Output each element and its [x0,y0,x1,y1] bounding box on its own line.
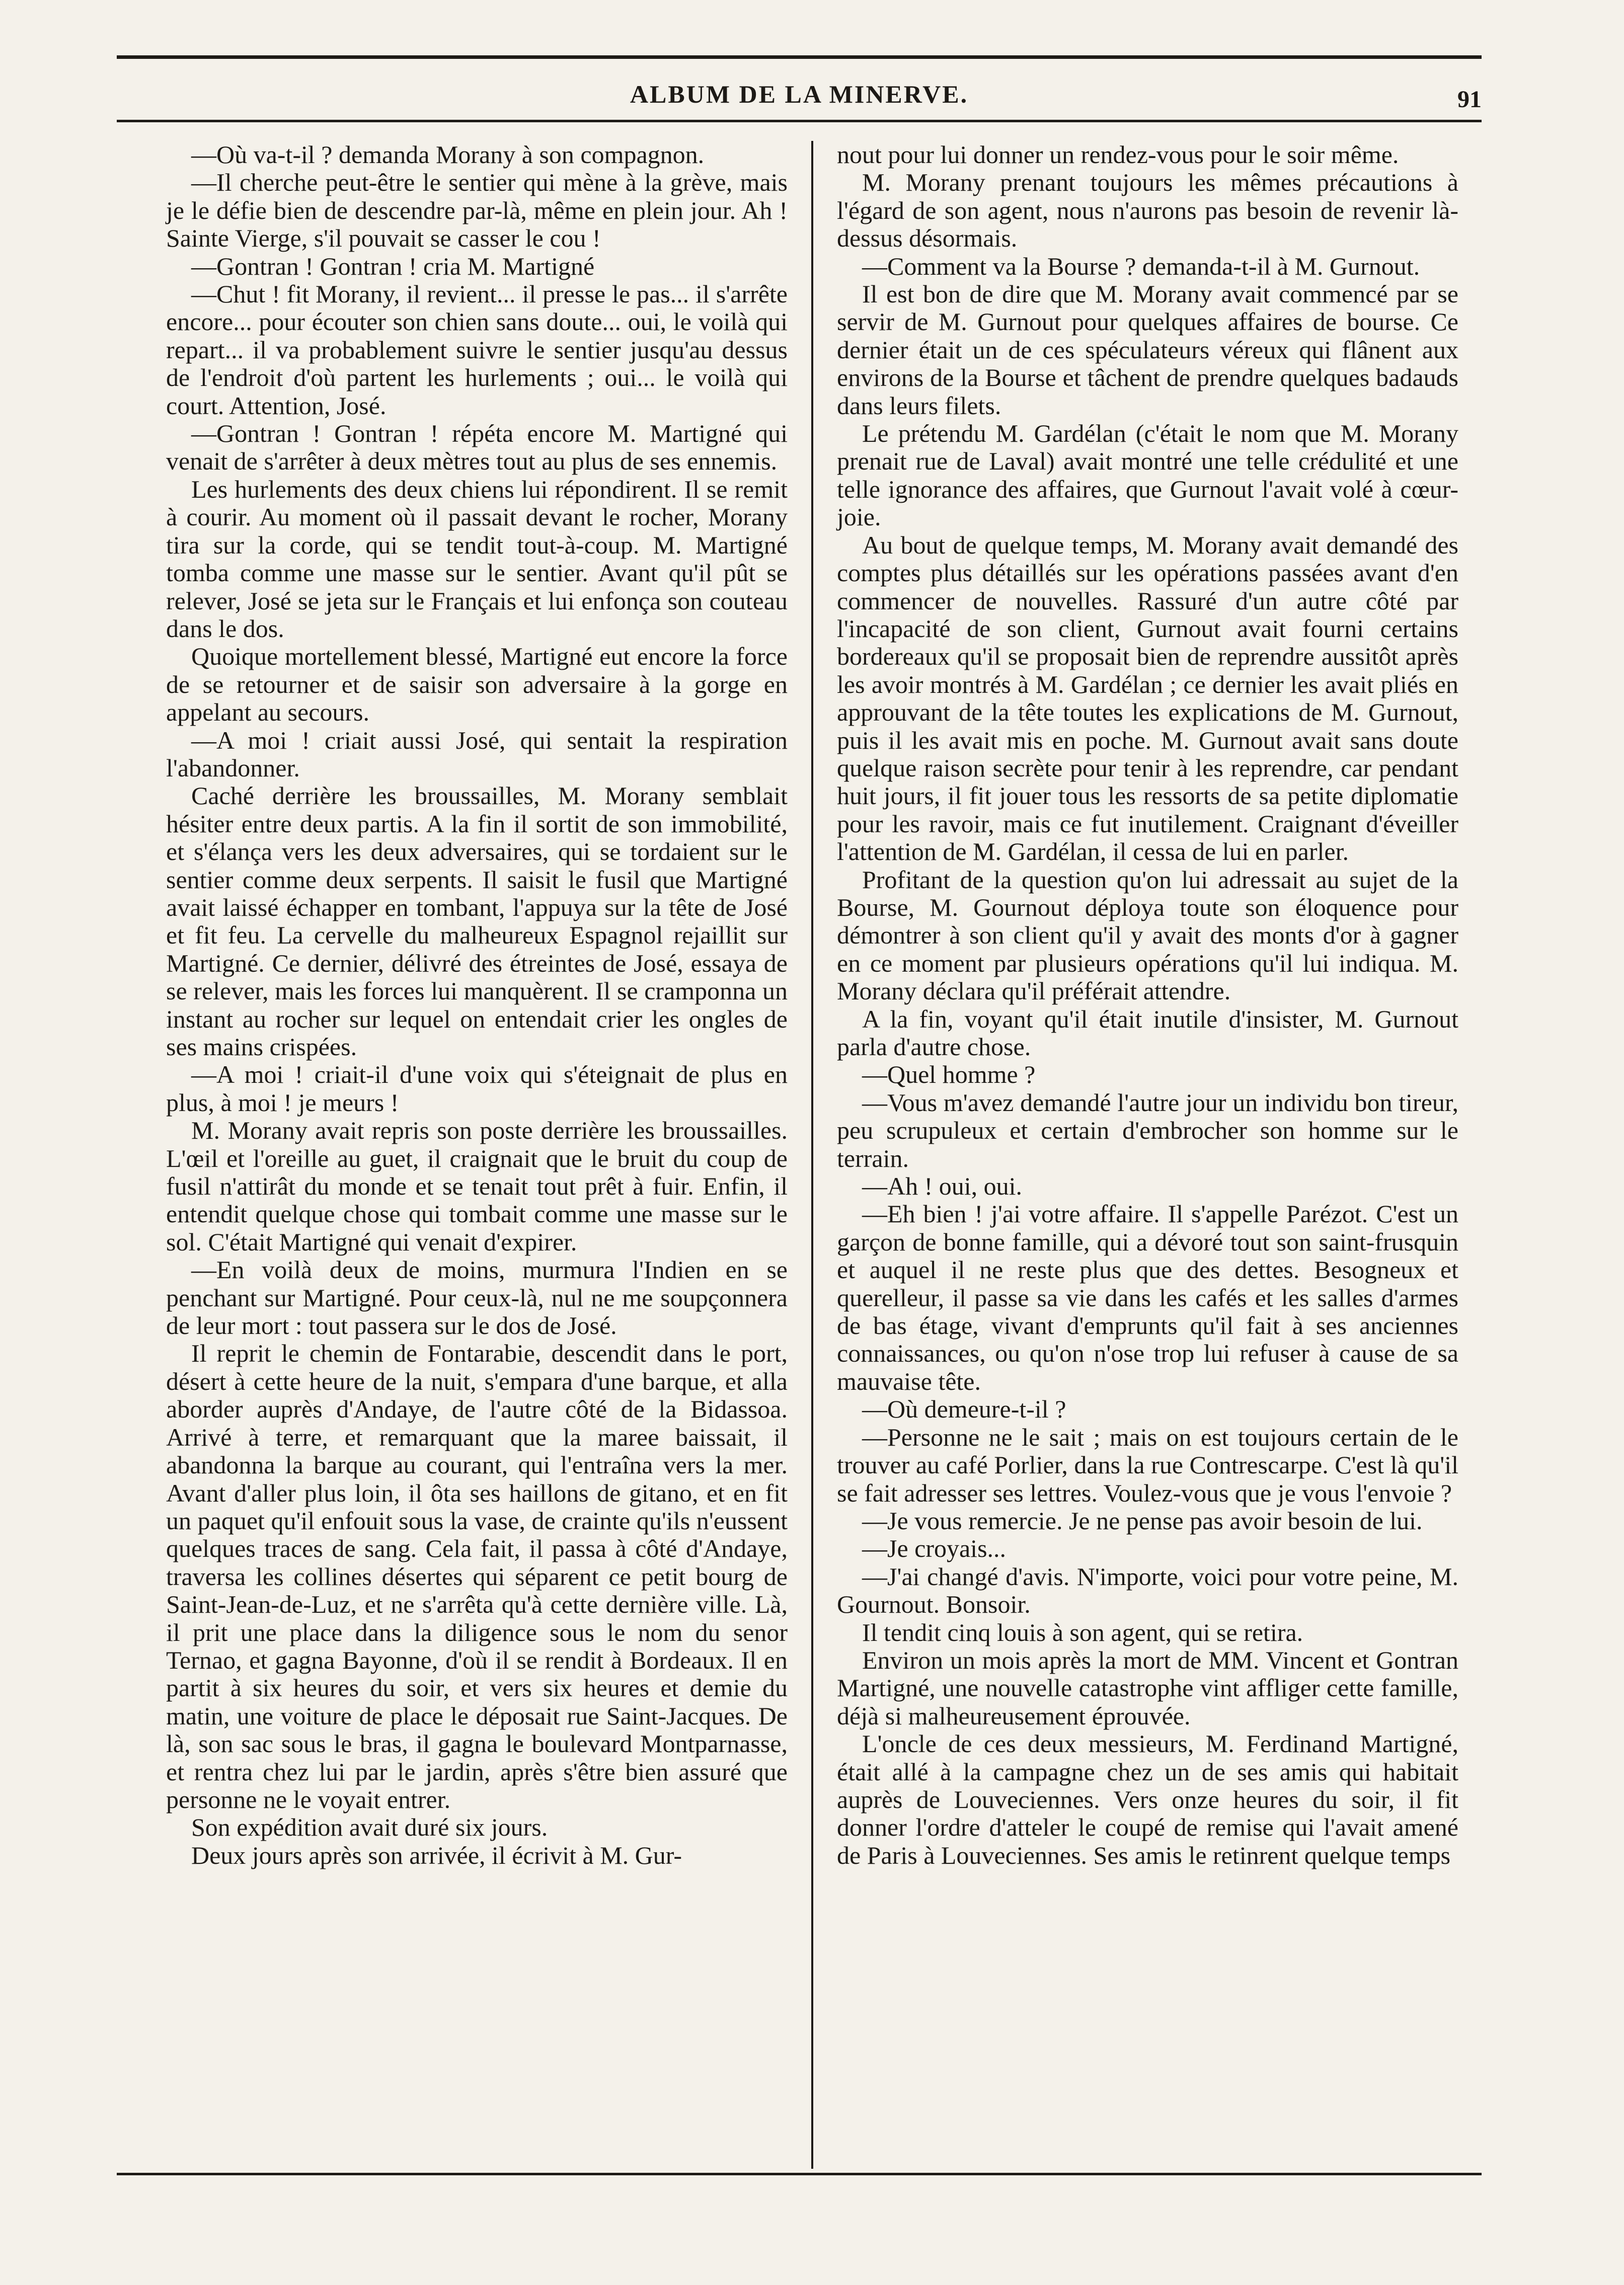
left-column [166,141,788,1869]
header-rule [117,120,1482,122]
paragraph: Au bout de quelque temps, M. Morany avait demandé des comptes plus détaillés sur les opérations passées avant d'en commencer de nouvelles. Rassuré d'un autre côté par l'incapacité de son client, Gurnout avait fourni certains bordereaux qu'il se proposait bien de reprendre aussitôt après les avoir montrés à M. Gardélan ; ce dernier les avait pliés en approuvant de la tête toutes les explications de M. Gurnout, puis il les avait mis en poche. M. Gurnout avait sans doute quelque raison secrète pour tenir à les reprendre, car pendant huit jours, il fit jouer tous les ressorts de sa petite diplomatie pour les ravoir, mais ce fut inutilement. Craignant d'éveiller l'attention de M. Gardélan, il cessa de lui en parler. [837,530,1458,866]
paragraph: M. Morany prenant toujours les mêmes précautions à l'égard de son agent, nous n'aurons pas besoin de revenir là-dessus désormais. [837,168,1458,253]
paragraph: Quoique mortellement blessé, Martigné eut encore la force de se retourner et de saisir son adversaire à la gorge en appelant au secours. [166,642,788,727]
paragraph: Deux jours après son arrivée, il écrivit à M. Gur- [191,1841,682,1869]
paragraph: Caché derrière les broussailles, M. Morany semblait hésiter entre deux partis. A la fin il sortit de son immobilité, et s'élança vers les deux adversaires, qui se tordaient sur le sentier comme deux serpents. Il saisit le fusil que Martigné avait laissé échapper en tombant, l'appuya sur la tête de José et fit feu. La cervelle du malheureux Espagnol rejaillit sur Martigné. Ce dernier, délivré des étreintes de José, essaya de se relever, mais les forces lui manquèrent. Il se cramponna un instant au rocher sur lequel on entendait crier les ongles de ses mains crispées. [166,781,788,1061]
paragraph: —Eh bien ! j'ai votre affaire. Il s'appelle Parézot. C'est un garçon de bonne famille, qui a dévoré tout son saint-frusquin et auquel il ne reste plus que des dettes. Besogneux et querelleur, il passe sa vie dans les cafés et les salles d'armes de bas étage, vivant d'emprunts qu'il fait à ses anciennes connaissances, ou qu'on n'ose trop lui refuser à cause de sa mauvaise tête. [837,1200,1458,1395]
paragraph: nout pour lui donner un rendez-vous pour le soir même. [837,140,1399,169]
paragraph: Environ un mois après la mort de MM. Vincent et Gontran Martigné, une nouvelle catastrophe vint affliger cette famille, déjà si malheureusement éprouvée. [837,1645,1458,1730]
paragraph: —Chut ! fit Morany, il revient... il presse le pas... il s'arrête encore... pour écouter son chien sans doute... oui, le voilà qui repart... il va probablement suivre le sentier jusqu'au dessus de l'endroit d'où partent les hurlements ; oui... le voilà qui court. Attention, José. [166,280,788,420]
running-title: ALBUM DE LA MINERVE. [630,80,969,108]
bottom-rule [117,2173,1482,2175]
paragraph: —Où demeure-t-il ? [862,1395,1066,1424]
paragraph: L'oncle de ces deux messieurs, M. Ferdinand Martigné, était allé à la campagne chez un de ses amis qui habitait auprès de Louveciennes. Vers onze heures du soir, il fit donner l'ordre d'atteler le coupé de remise qui l'avait amené de Paris à Louveciennes. Ses amis le retinrent quelque temps [837,1729,1458,1869]
paragraph: —Quel homme ? [862,1060,1036,1089]
paragraph: —A moi ! criait-il d'une voix qui s'éteignait de plus en plus, à moi ! je meurs ! [166,1060,788,1117]
column-divider [811,141,813,2169]
paragraph: —A moi ! criait aussi José, qui sentait la respiration l'abandonner. [166,726,788,782]
paragraph: M. Morany avait repris son poste derrière les broussailles. L'œil et l'oreille au guet, il craignait que le bruit du coup de fusil n'attirât du monde et se tenait tout prêt à fuir. Enfin, il entendit quelque chose qui tombait comme une masse sur le sol. C'était Martigné qui venait d'expirer. [166,1116,788,1256]
paragraph: —Je croyais... [862,1534,1007,1563]
paragraph: Profitant de la question qu'on lui adressait au sujet de la Bourse, M. Gournout déploya toute son éloquence pour démontrer à son client qu'il y avait des monts d'or à gagner en ce moment par plusieurs opérations qu'il lui indiqua. M. Morany déclara qu'il préférait attendre. [837,865,1458,1005]
paragraph: —Où va-t-il ? demanda Morany à son compagnon. [191,140,705,169]
paragraph: Les hurlements des deux chiens lui répondirent. Il se remit à courir. Au moment où il passait devant le rocher, Morany tira sur la corde, qui se tendit tout-à-coup. M. Martigné tomba comme une masse sur le sentier. Avant qu'il pût se relever, José se jeta sur le Français et lui enfonça son couteau dans le dos. [166,475,788,643]
paragraph: Son expédition avait duré six jours. [191,1813,548,1842]
paragraph: —Je vous remercie. Je ne pense pas avoir besoin de lui. [862,1506,1423,1535]
paragraph: —Gontran ! Gontran ! cria M. Martigné [191,252,595,280]
paragraph: —Vous m'avez demandé l'autre jour un individu bon tireur, peu scrupuleux et certain d'embrocher son homme sur le terrain. [837,1088,1458,1172]
paragraph: Il tendit cinq louis à son agent, qui se retira. [862,1618,1303,1646]
paragraph: —Il cherche peut-être le sentier qui mène à la grève, mais je le défie bien de descendre par-là, même en plein jour. Ah ! Sainte Vierge, s'il pouvait se casser le cou ! [166,168,788,253]
paragraph: Le prétendu M. Gardélan (c'était le nom que M. Morany prenait rue de Laval) avait montré une telle crédulité et une telle ignorance des affaires, que Gurnout l'avait volé à cœur-joie. [837,419,1458,531]
page-number: 91 [1457,86,1482,113]
paragraph: —Personne ne le sait ; mais on est toujours certain de le trouver au café Porlier, dans la rue Contrescarpe. C'est là qu'il se fait adresser ses lettres. Voulez-vous que je vous l'envoie ? [837,1423,1459,1507]
paragraph: —En voilà deux de moins, murmura l'Indien en se penchant sur Martigné. Pour ceux-là, nul ne me soupçonnera de leur mort : tout passera sur le dos de José. [166,1255,788,1340]
page-header [117,75,1482,121]
paragraph: Il reprit le chemin de Fontarabie, descendit dans le port, désert à cette heure de la nuit, s'empara d'une barque, et alla aborder auprès d'Andaye, de l'autre côté de la Bidassoa. Arrivé à terre, et remarquant que la maree baissait, il abandonna la barque au courant, qui l'entraîna vers la mer. Avant d'aller plus loin, il ôta ses haillons de gitano, et en fit un paquet qu'il enfouit sous la vase, de crainte qu'ils n'eussent quelques traces de sang. Cela fait, il passa à côté d'Andaye, traversa les collines désertes qui séparent ce petit bourg de Saint-Jean-de-Luz, et ne s'arrêta qu'à cette dernière ville. Là, il prit une place dans la diligence sous le nom du senor Ternao, et gagna Bayonne, d'où il se rendit à Bordeaux. Il en partit à six heures du soir, et vers six heures et demie du matin, une voiture de place le déposait rue Saint-Jacques. De là, son sac sous le bras, il gagna le boulevard Montparnasse, et rentra chez lui par le jardin, après s'être bien assuré que personne ne le voyait entrer. [166,1339,788,1814]
paragraph: —J'ai changé d'avis. N'importe, voici pour votre peine, M. Gournout. Bonsoir. [837,1562,1458,1619]
paragraph: —Ah ! oui, oui. [862,1172,1023,1201]
paragraph: —Gontran ! Gontran ! répéta encore M. Martigné qui venait de s'arrêter à deux mètres tout au plus de ses ennemis. [166,419,788,476]
right-column [837,141,1458,1869]
paragraph: A la fin, voyant qu'il était inutile d'insister, M. Gurnout parla d'autre chose. [837,1004,1458,1061]
paragraph: —Comment va la Bourse ? demanda-t-il à M. Gurnout. [862,252,1420,280]
top-rule [117,55,1482,59]
paragraph: Il est bon de dire que M. Morany avait commencé par se servir de M. Gurnout pour quelques affaires de bourse. Ce dernier était un de ces spéculateurs véreux qui flânent aux environs de la Bourse et tâchent de prendre quelques badauds dans leurs filets. [837,280,1458,420]
